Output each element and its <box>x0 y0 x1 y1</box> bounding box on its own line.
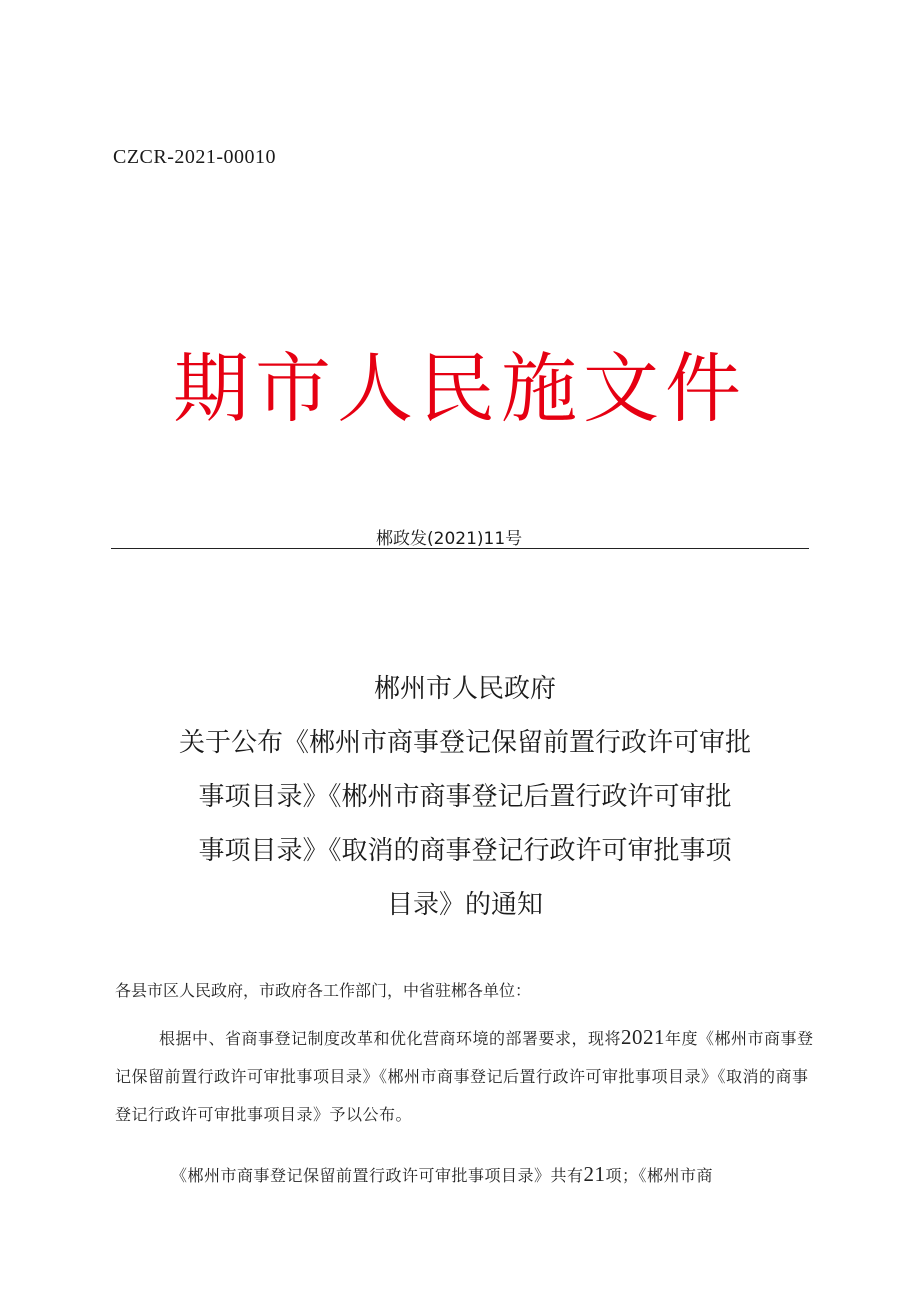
body-paragraph-1 <box>115 1018 815 1134</box>
document-title <box>120 662 810 932</box>
document-number: 郴政发(2021)11号 <box>376 529 523 549</box>
title-line: 目录》的通知 <box>386 890 543 920</box>
header-divider <box>111 548 809 549</box>
year-value: 2021 <box>621 1025 666 1049</box>
title-line: 郴州市人民政府 <box>373 674 556 704</box>
document-code: CZCR-2021-00010 <box>113 146 277 168</box>
title-line: 关于公布《郴州市商事登记保留前置行政许可审批 <box>178 728 751 758</box>
salutation: 各县市区人民政府，市政府各工作部门，中省驻郴各单位： <box>115 981 532 1000</box>
item-count: 21 <box>583 1162 606 1186</box>
paragraph-text: 《郴州市商事登记保留前置行政许可审批事项目录》共有 <box>171 1166 584 1185</box>
paragraph-text: 年度《郴州市商事登记保留前置行政许可审批事项目录》《郴州市商事登记后置行政许可审批事项目录》《取消的商事登记行政许可审批事项目录》予以公布。 <box>115 1029 814 1124</box>
paragraph-text: 项；《郴州市商 <box>605 1166 714 1185</box>
red-header-title: 期市人民施文件 <box>173 344 747 433</box>
title-line: 事项目录》《取消的商事登记行政许可审批事项 <box>198 836 732 866</box>
title-line: 事项目录》《郴州市商事登记后置行政许可审批 <box>198 782 732 812</box>
paragraph-text: 根据中、省商事登记制度改革和优化营商环境的部署要求，现将 <box>159 1029 622 1048</box>
body-paragraph-2 <box>115 1155 815 1195</box>
